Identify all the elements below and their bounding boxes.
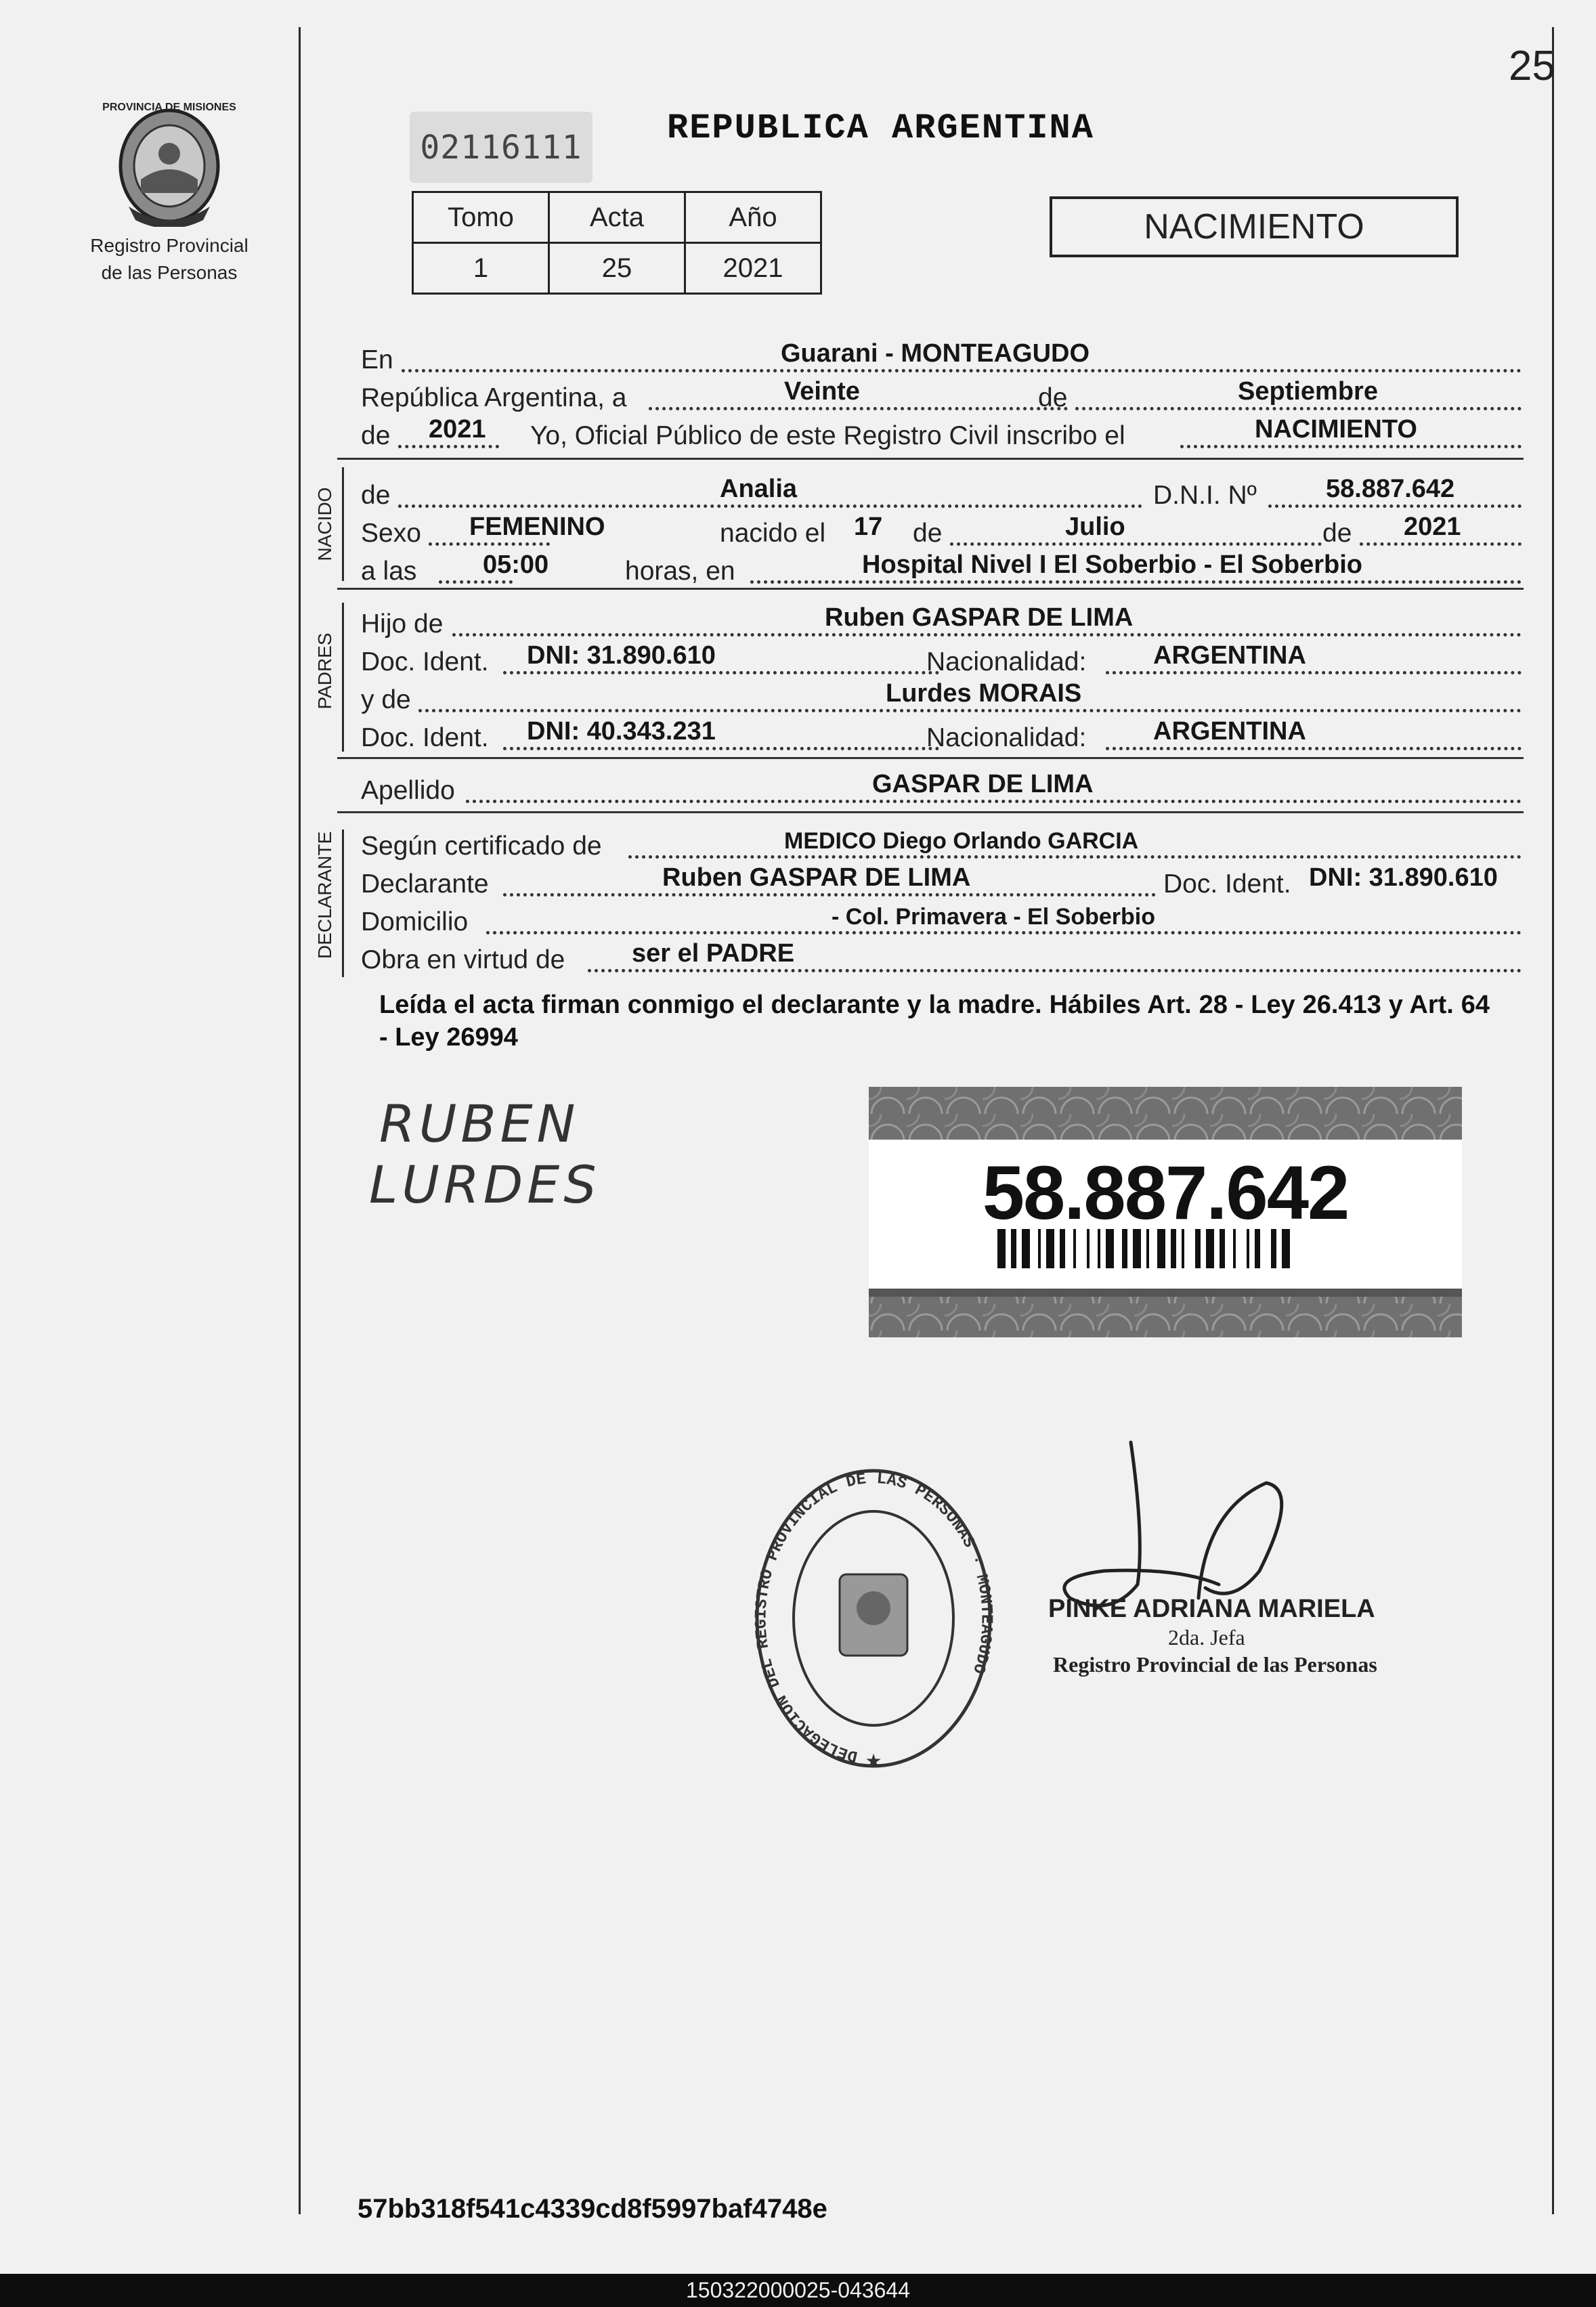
section-bracket-nacido: [342, 467, 344, 581]
row-virtud: [361, 939, 1522, 976]
dotted-leader: [439, 580, 513, 584]
value-sexo: FEMENINO: [469, 513, 605, 541]
row-declarante: [361, 863, 1522, 901]
value-mes: Septiembre: [1238, 377, 1378, 406]
dotted-leader: [1106, 747, 1522, 750]
section-label-padres: PADRES: [314, 632, 335, 710]
table-header-tomo: Tomo: [413, 192, 549, 243]
dotted-leader: [429, 542, 550, 546]
country-title: REPUBLICA ARGENTINA: [667, 108, 1094, 148]
dotted-leader: [503, 893, 1156, 897]
row-certificado: [361, 825, 1522, 863]
value-domicilio: - Col. Primavera - El Soberbio: [832, 904, 1156, 930]
row-nombre: [361, 474, 1522, 512]
section-bracket-declarante: [342, 829, 344, 977]
section-bracket-padres: [342, 603, 344, 752]
section-divider: [337, 458, 1524, 460]
section-divider: [337, 757, 1524, 759]
table-header-acta: Acta: [549, 192, 685, 243]
value-anio-nacimiento: 2021: [1404, 513, 1461, 541]
dotted-leader: [750, 580, 1522, 584]
value-declarante-doc: DNI: 31.890.610: [1309, 863, 1498, 892]
label-de: de: [1038, 383, 1068, 412]
dotted-leader: [588, 969, 1522, 972]
dotted-leader: [486, 931, 1522, 934]
dotted-leader: [418, 709, 1522, 712]
value-hora: 05:00: [483, 551, 549, 579]
dotted-leader: [503, 747, 939, 750]
label-nacionalidad: Nacionalidad:: [926, 723, 1087, 752]
value-declarante: Ruben GASPAR DE LIMA: [662, 863, 971, 892]
footer-bar: [0, 2274, 1596, 2307]
label-de: de: [361, 421, 391, 450]
row-hora-lugar: [361, 550, 1522, 588]
value-lugar: Guarani - MONTEAGUDO: [781, 339, 1090, 368]
svg-text:★: ★: [865, 1750, 882, 1771]
dotted-leader: [466, 800, 1522, 803]
value-virtud: ser el PADRE: [632, 939, 795, 968]
seal-text: DELEGACION DEL REGISTRO PROVINCIAL DE LAS PERSONAS · MONTEAGUDO: [752, 1469, 995, 1765]
row-padre-doc: [361, 641, 1522, 678]
section-divider: [337, 811, 1524, 813]
label-nacido-el: nacido el: [720, 519, 826, 548]
seal-stamp: [752, 1456, 995, 1774]
label-yo-oficial: Yo, Oficial Público de este Registro Civil inscribo el: [530, 421, 1125, 450]
table-value-anio: 2021: [685, 243, 821, 294]
handwritten-mother: LURDES: [369, 1155, 601, 1215]
label-nacionalidad: Nacionalidad:: [926, 647, 1087, 676]
value-madre: Lurdes MORAIS: [886, 679, 1082, 708]
row-madre-doc: [361, 716, 1522, 754]
serial-stamp: 02116111: [410, 112, 592, 183]
label-apellido: Apellido: [361, 776, 455, 805]
province-logo: [88, 91, 251, 284]
official-role: 2da. Jefa: [1168, 1625, 1245, 1650]
dotted-leader: [1268, 504, 1522, 508]
sticker-dni-number: 58.887.642: [982, 1150, 1349, 1235]
label-de: de: [361, 481, 391, 510]
page-number: 25: [1509, 43, 1555, 89]
label-a-las: a las: [361, 557, 417, 586]
label-horas-en: horas, en: [625, 557, 735, 586]
table-value-tomo: 1: [413, 243, 549, 294]
row-lugar: [361, 339, 1522, 376]
row-sexo-nacimiento: [361, 512, 1522, 550]
registry-caption-line2: de las Personas: [101, 262, 238, 283]
value-madre-doc: DNI: 40.343.231: [527, 717, 716, 746]
document-hash: 57bb318f541c4339cd8f5997baf4748e: [358, 2194, 827, 2224]
label-obra-en-virtud: Obra en virtud de: [361, 945, 565, 974]
label-segun-certificado: Según certificado de: [361, 832, 602, 861]
value-lugar-nacimiento: Hospital Nivel I El Soberbio - El Soberbio: [862, 551, 1362, 579]
value-dni: 58.887.642: [1326, 475, 1455, 503]
dotted-leader: [950, 542, 1322, 546]
label-doc-ident: Doc. Ident.: [361, 647, 489, 676]
section-divider: [337, 588, 1524, 590]
dni-number-sticker: [869, 1087, 1462, 1337]
label-domicilio: Domicilio: [361, 907, 469, 936]
row-madre: [361, 678, 1522, 716]
dotted-leader: [402, 369, 1522, 372]
misiones-coat-of-arms: [102, 91, 237, 227]
value-dia: Veinte: [784, 377, 860, 406]
dotted-leader: [398, 504, 1142, 508]
official-seal: [752, 1456, 995, 1774]
document-type-box: NACIMIENTO: [1050, 196, 1459, 257]
label-doc-ident: Doc. Ident.: [361, 723, 489, 752]
value-madre-nacionalidad: ARGENTINA: [1153, 717, 1306, 746]
label-republica: República Argentina, a: [361, 383, 627, 412]
dotted-leader: [1360, 542, 1522, 546]
dotted-leader: [503, 671, 939, 674]
section-label-declarante: DECLARANTE: [314, 831, 335, 959]
row-anio-tipo: [361, 414, 1522, 452]
label-sexo: Sexo: [361, 519, 421, 548]
value-tipo: NACIMIENTO: [1255, 415, 1417, 444]
label-hijo-de: Hijo de: [361, 609, 444, 639]
left-margin-rule: [299, 27, 301, 2214]
section-label-nacido: NACIDO: [314, 487, 335, 561]
dotted-leader: [1075, 407, 1522, 410]
official-org: Registro Provincial de las Personas: [1053, 1652, 1377, 1677]
value-padre: Ruben GASPAR DE LIMA: [825, 603, 1134, 632]
table-value-acta: 25: [549, 243, 685, 294]
value-mes-nacimiento: Julio: [1065, 513, 1125, 541]
registry-caption-line1: Registro Provincial: [90, 235, 249, 256]
dotted-leader: [628, 855, 1522, 859]
dotted-leader: [1106, 671, 1522, 674]
value-nombre: Analia: [720, 475, 798, 503]
label-declarante: Declarante: [361, 869, 489, 899]
value-certificado: MEDICO Diego Orlando GARCIA: [784, 828, 1139, 854]
legal-text: Leída el acta firman conmigo el declarante y la madre. Hábiles Art. 28 - Ley 26.413 y Art. 64 - Ley 26994: [379, 991, 1490, 1052]
label-dni: D.N.I. Nº: [1153, 481, 1257, 510]
value-apellido: GASPAR DE LIMA: [872, 770, 1094, 798]
row-domicilio: [361, 901, 1522, 939]
label-doc-ident: Doc. Ident.: [1163, 869, 1291, 899]
dotted-leader: [452, 633, 1522, 637]
tomo-acta-anio-table: [412, 191, 822, 295]
value-padre-doc: DNI: 31.890.610: [527, 641, 716, 670]
dotted-leader: [1180, 445, 1522, 448]
logo-text: PROVINCIA DE MISIONES: [102, 102, 236, 113]
label-en: En: [361, 345, 393, 374]
official-name: PINKE ADRIANA MARIELA: [1048, 1595, 1375, 1623]
handwritten-father: RUBEN: [379, 1094, 580, 1154]
row-apellido: [361, 769, 1522, 807]
label-de: de: [1322, 519, 1352, 548]
label-y-de: y de: [361, 685, 411, 714]
label-de: de: [913, 519, 943, 548]
right-margin-rule: [1552, 27, 1554, 2214]
row-padre: [361, 603, 1522, 641]
value-anio: 2021: [429, 415, 486, 444]
row-fecha: [361, 376, 1522, 414]
value-dia-nacimiento: 17: [854, 513, 883, 541]
dotted-leader: [649, 407, 1068, 410]
footer-code: 150322000025-043644: [686, 2278, 910, 2302]
value-padre-nacionalidad: ARGENTINA: [1153, 641, 1306, 670]
table-header-anio: Año: [685, 192, 821, 243]
dotted-leader: [398, 445, 499, 448]
